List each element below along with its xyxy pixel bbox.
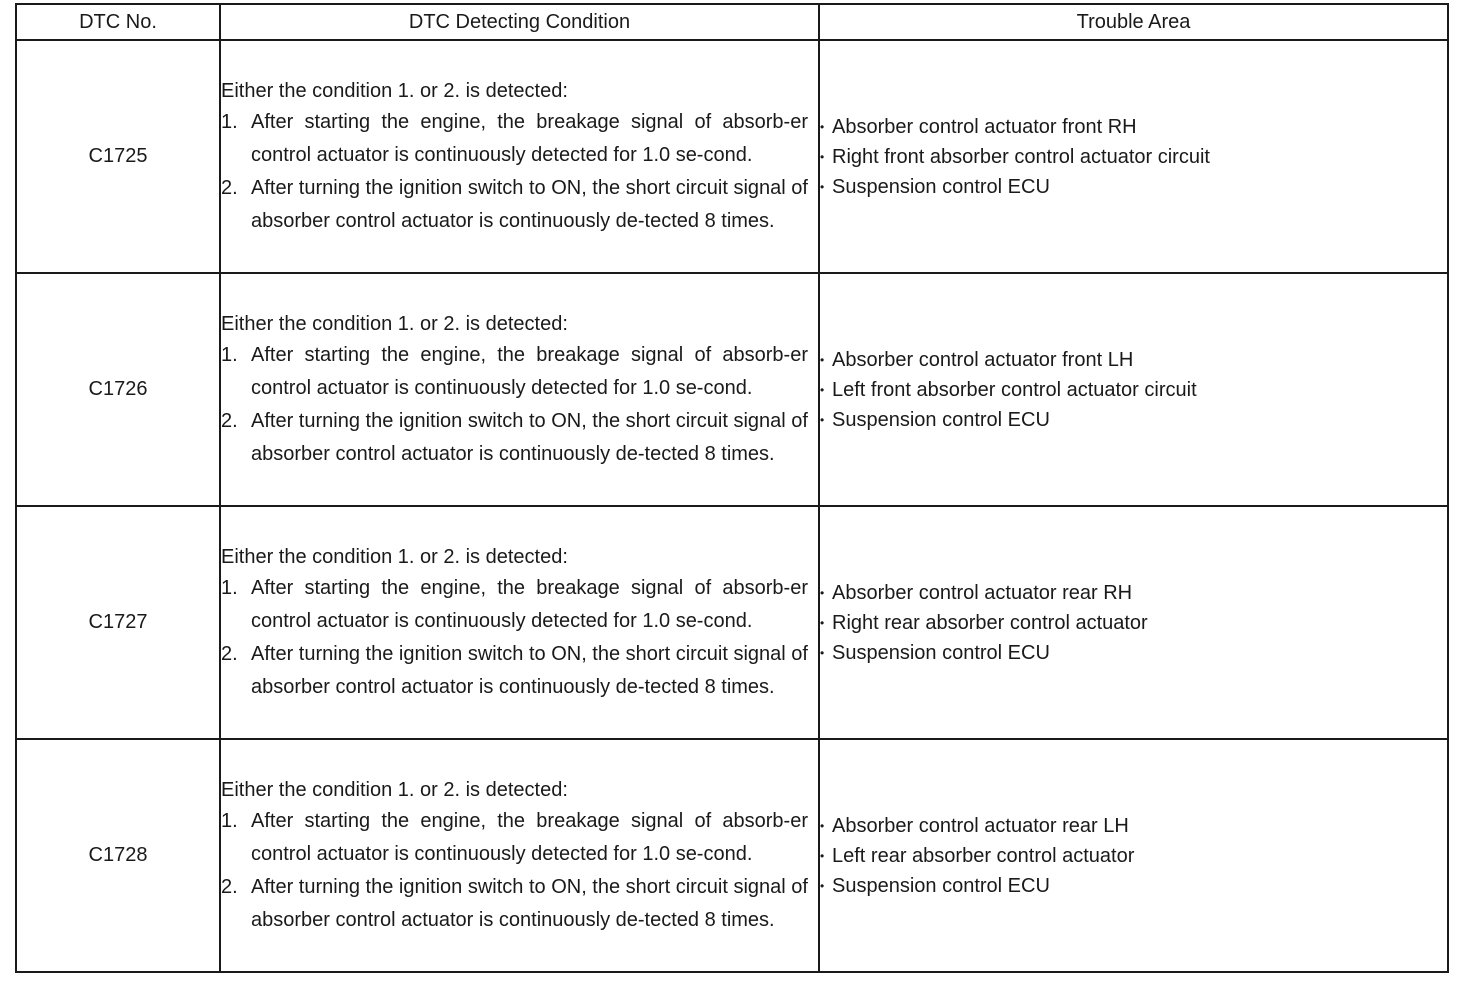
dtc-code: C1727 [16,506,220,739]
step-text: After starting the engine, the breakage signal of absorb-er control actuator is continuously detected for 1.0 se-cond. [251,576,808,632]
bullet-icon: • [820,179,825,194]
step-number: 1. [221,110,238,133]
step-number: 1. [221,809,238,832]
step-number: 2. [221,875,238,898]
trouble-area-item [820,375,1447,405]
trouble-area-text: Absorber control actuator rear RH [832,581,1133,604]
condition-step [221,172,818,238]
bullet-icon: • [820,645,825,660]
detecting-condition [220,506,819,739]
step-text: After turning the ignition switch to ON, the short circuit signal of absorber control actuator is continuously de-tected 8 times. [251,875,808,931]
bullet-icon: • [820,615,825,630]
bullet-icon: • [820,878,825,893]
trouble-area-item [820,172,1447,202]
condition-intro: Either the condition 1. or 2. is detected: [221,545,568,568]
trouble-area-text: Left rear absorber control actuator [832,844,1135,867]
condition-step [221,405,818,471]
step-number: 2. [221,642,238,665]
header-row [16,4,1448,40]
step-number: 1. [221,576,238,599]
trouble-area-item [820,841,1447,871]
trouble-area-item [820,345,1447,375]
step-number: 2. [221,176,238,199]
bullet-icon: • [820,848,825,863]
trouble-area-text: Right front absorber control actuator circuit [832,145,1210,168]
condition-step [221,871,818,937]
condition-intro: Either the condition 1. or 2. is detected: [221,312,568,335]
trouble-area-item [820,405,1447,435]
trouble-area-text: Absorber control actuator rear LH [832,814,1129,837]
condition-intro: Either the condition 1. or 2. is detected: [221,778,568,801]
table-row [16,739,1448,972]
detecting-condition [220,40,819,273]
table-row [16,273,1448,506]
dtc-code: C1726 [16,273,220,506]
step-text: After starting the engine, the breakage signal of absorb-er control actuator is continuously detected for 1.0 se-cond. [251,110,808,166]
table-row [16,40,1448,273]
trouble-area [819,40,1448,273]
trouble-area [819,273,1448,506]
bullet-icon: • [820,119,825,134]
detecting-condition [220,273,819,506]
trouble-area [819,506,1448,739]
step-text: After turning the ignition switch to ON, the short circuit signal of absorber control actuator is continuously de-tected 8 times. [251,642,808,698]
trouble-area-text: Absorber control actuator front RH [832,115,1137,138]
trouble-area-text: Suspension control ECU [832,641,1050,664]
bullet-icon: • [820,149,825,164]
bullet-icon: • [820,352,825,367]
step-text: After starting the engine, the breakage signal of absorb-er control actuator is continuously detected for 1.0 se-cond. [251,343,808,399]
trouble-area [819,739,1448,972]
step-text: After turning the ignition switch to ON, the short circuit signal of absorber control actuator is continuously de-tected 8 times. [251,176,808,232]
header-trouble-area: Trouble Area [819,4,1448,40]
table-row [16,506,1448,739]
trouble-area-item [820,112,1447,142]
step-text: After starting the engine, the breakage signal of absorb-er control actuator is continuously detected for 1.0 se-cond. [251,809,808,865]
trouble-area-text: Left front absorber control actuator circuit [832,378,1197,401]
bullet-icon: • [820,412,825,427]
dtc-code: C1728 [16,739,220,972]
condition-step [221,805,818,871]
bullet-icon: • [820,818,825,833]
trouble-area-item [820,608,1447,638]
condition-step [221,638,818,704]
trouble-area-item [820,871,1447,901]
step-number: 1. [221,343,238,366]
bullet-icon: • [820,585,825,600]
condition-step [221,106,818,172]
dtc-code: C1725 [16,40,220,273]
trouble-area-text: Suspension control ECU [832,874,1050,897]
trouble-area-item [820,578,1447,608]
trouble-area-text: Suspension control ECU [832,408,1050,431]
condition-step [221,339,818,405]
trouble-area-item [820,142,1447,172]
step-number: 2. [221,409,238,432]
dtc-table [15,3,1449,973]
header-condition: DTC Detecting Condition [220,4,819,40]
trouble-area-item [820,638,1447,668]
trouble-area-text: Absorber control actuator front LH [832,348,1134,371]
condition-step [221,572,818,638]
header-dtc-no: DTC No. [16,4,220,40]
condition-intro: Either the condition 1. or 2. is detected: [221,79,568,102]
trouble-area-text: Suspension control ECU [832,175,1050,198]
trouble-area-text: Right rear absorber control actuator [832,611,1148,634]
step-text: After turning the ignition switch to ON, the short circuit signal of absorber control actuator is continuously de-tected 8 times. [251,409,808,465]
bullet-icon: • [820,382,825,397]
detecting-condition [220,739,819,972]
trouble-area-item [820,811,1447,841]
